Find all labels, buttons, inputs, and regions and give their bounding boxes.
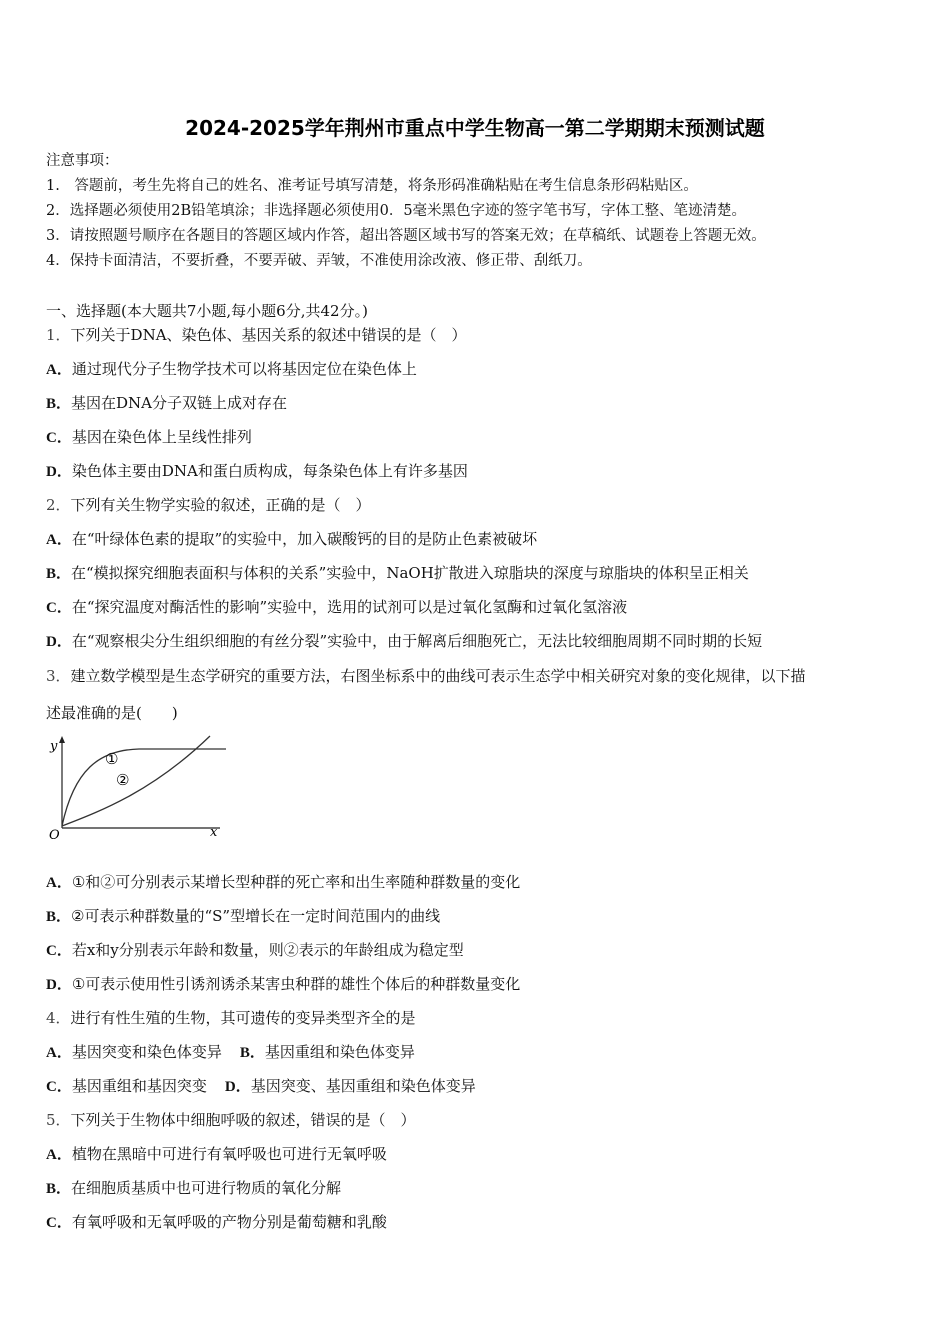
option-letter: C．	[46, 430, 72, 446]
curve-1-label: ①	[105, 750, 119, 768]
option-letter: A．	[46, 1147, 72, 1163]
option-letter: D．	[46, 464, 72, 480]
question-number: 2．	[46, 496, 71, 514]
option-letter: A．	[46, 1045, 72, 1061]
y-axis-label: y	[50, 739, 58, 754]
option-text: ②可表示种群数量的“S”型增长在一定时间范围内的曲线	[71, 907, 441, 925]
option-letter: D．	[46, 634, 72, 650]
option-2a	[46, 529, 537, 550]
question-number: 5．	[46, 1111, 71, 1129]
option-4cd	[46, 1076, 476, 1097]
question-number: 3．	[46, 667, 71, 685]
notice-item: 1. 答题前，考生先将自己的姓名、准考证号填写清楚，将条形码准确粘贴在考生信息条形码粘贴区。	[46, 178, 698, 194]
question-3-stem-cont: 述最准确的是( )	[46, 704, 178, 722]
option-1c	[46, 427, 252, 448]
notice-item: 3．请按照题号顺序在各题目的答题区域内作答，超出答题区域书写的答案无效；在草稿纸、试题卷上答题无效。	[46, 228, 766, 244]
notice-item: 2．选择题必须使用2B铅笔填涂；非选择题必须使用0．5毫米黑色字迹的签字笔书写，字体工整、笔迹清楚。	[46, 203, 747, 219]
option-1b	[46, 393, 287, 414]
option-3a	[46, 872, 520, 893]
question-number: 1．	[46, 326, 71, 344]
option-letter: B．	[46, 396, 72, 412]
question-stem: 建立数学模型是生态学研究的重要方法，右图坐标系中的曲线可表示生态学中相关研究对象的变化规律，以下描	[70, 667, 806, 685]
question-5	[46, 1110, 416, 1130]
option-text: 在“模拟探究细胞表面积与体积的关系”实验中，NaOH扩散进入琼脂块的深度与琼脂块的体积呈正相关	[71, 564, 749, 582]
option-text: 在细胞质基质中也可进行物质的氧化分解	[71, 1179, 342, 1197]
option-text: 有氧呼吸和无氧呼吸的产物分别是葡萄糖和乳酸	[71, 1213, 387, 1231]
option-4ab	[46, 1042, 415, 1063]
option-text: 通过现代分子生物学技术可以将基因定位在染色体上	[71, 360, 417, 378]
option-letter: A．	[46, 362, 72, 378]
section-heading: 一、选择题(本大题共7小题,每小题6分,共42分。)	[46, 302, 368, 320]
option-text: 植物在黑暗中可进行有氧呼吸也可进行无氧呼吸	[71, 1145, 387, 1163]
option-letter: C．	[46, 600, 72, 616]
question-stem: 下列有关生物学实验的叙述，正确的是（ ）	[70, 496, 371, 514]
question-stem: 下列关于生物体中细胞呼吸的叙述，错误的是（ ）	[70, 1111, 416, 1129]
population-curve-graph	[44, 730, 234, 842]
option-text: 若x和y分别表示年龄和数量，则②表示的年龄组成为稳定型	[71, 941, 464, 959]
notice-heading: 注意事项：	[46, 153, 119, 169]
option-letter: D．	[46, 977, 72, 993]
option-letter: D．	[224, 1079, 251, 1095]
question-3	[46, 666, 806, 686]
y-axis-arrow	[59, 736, 65, 743]
question-2	[46, 495, 371, 515]
question-stem: 进行有性生殖的生物，其可遗传的变异类型齐全的是	[70, 1009, 416, 1027]
question-1	[46, 325, 467, 345]
origin-label: O	[49, 828, 60, 842]
option-5b	[46, 1178, 341, 1199]
option-2b	[46, 563, 749, 584]
option-text: 在“探究温度对酶活性的影响”实验中，选用的试剂可以是过氧化氢酶和过氧化氢溶液	[71, 598, 628, 616]
option-text: 在“叶绿体色素的提取”的实验中，加入碳酸钙的目的是防止色素被破坏	[71, 530, 538, 548]
x-axis-label: x	[210, 825, 218, 840]
option-letter: A．	[46, 532, 72, 548]
curve-2-label: ②	[116, 771, 130, 789]
option-text: 基因在染色体上呈线性排列	[71, 428, 252, 446]
question-stem: 下列关于DNA、染色体、基因关系的叙述中错误的是（ ）	[70, 326, 467, 344]
option-letter: C．	[46, 943, 72, 959]
question-4	[46, 1008, 416, 1028]
option-text: ①可表示使用性引诱剂诱杀某害虫种群的雄性个体后的种群数量变化	[71, 975, 521, 993]
option-5c	[46, 1212, 387, 1233]
option-text: 基因突变和染色体变异	[71, 1043, 222, 1061]
option-letter: B．	[239, 1045, 265, 1061]
option-3d	[46, 974, 520, 995]
option-letter: C．	[46, 1215, 72, 1231]
option-1d	[46, 461, 468, 482]
option-text: 基因重组和染色体变异	[264, 1043, 415, 1061]
option-letter: B．	[46, 566, 72, 582]
option-text: 染色体主要由DNA和蛋白质构成，每条染色体上有许多基因	[71, 462, 468, 480]
option-5a	[46, 1144, 387, 1165]
option-text: 基因重组和基因突变	[71, 1077, 207, 1095]
option-1a	[46, 359, 417, 380]
question-number: 4．	[46, 1009, 71, 1027]
notice-item: 4．保持卡面清洁，不要折叠，不要弄破、弄皱，不准使用涂改液、修正带、刮纸刀。	[46, 253, 592, 269]
option-3b	[46, 906, 440, 927]
option-2c	[46, 597, 627, 618]
option-text: 基因突变、基因重组和染色体变异	[250, 1077, 476, 1095]
option-letter: B．	[46, 1181, 72, 1197]
option-text: 基因在DNA分子双链上成对存在	[71, 394, 288, 412]
option-text: 在“观察根尖分生组织细胞的有丝分裂”实验中，由于解离后细胞死亡，无法比较细胞周期不同时期的长短	[71, 632, 763, 650]
option-2d	[46, 631, 762, 652]
option-letter: C．	[46, 1079, 72, 1095]
option-letter: B．	[46, 909, 72, 925]
option-text: ①和②可分别表示某增长型种群的死亡率和出生率随种群数量的变化	[71, 873, 521, 891]
exam-title: 2024-2025学年荆州市重点中学生物高一第二学期期末预测试题	[185, 116, 765, 140]
option-letter: A．	[46, 875, 72, 891]
option-3c	[46, 940, 464, 961]
